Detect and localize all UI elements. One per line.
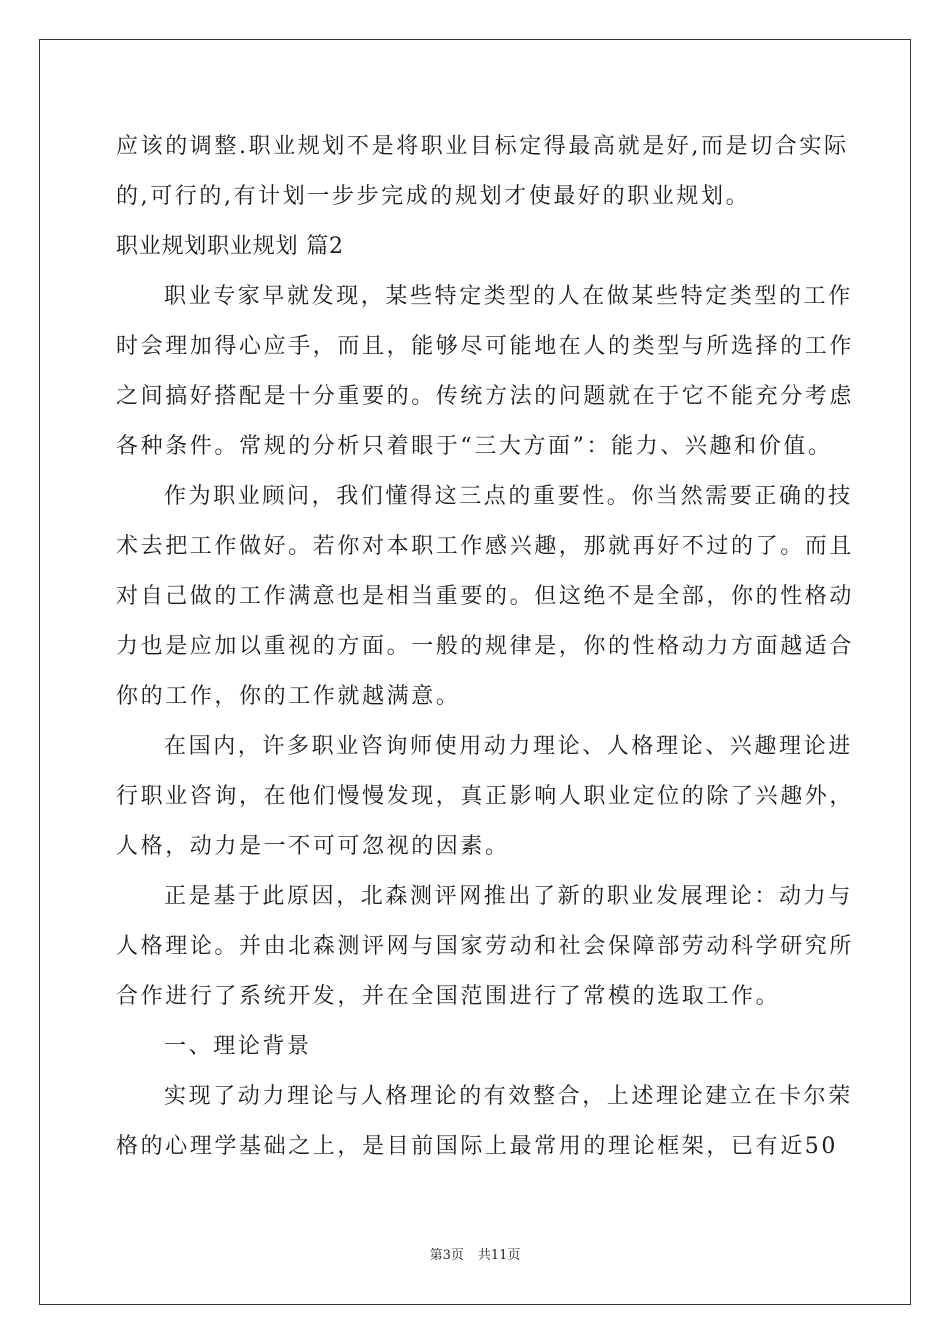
- text-line: 术去把工作做好。若你对本职工作感兴趣，那就再好不过的了。而且: [116, 534, 855, 559]
- text-line: 应该的调整.职业规划不是将职业目标定得最高就是好,而是切合实际: [116, 134, 849, 159]
- page-number: 第3页: [429, 1248, 464, 1263]
- text-line: 合作进行了系统开发，并在全国范围进行了常模的选取工作。: [116, 984, 781, 1009]
- text-line: 之间搞好搭配是十分重要的。传统方法的问题就在于它不能充分考虑: [116, 384, 855, 409]
- text-line: 你的工作，你的工作就越满意。: [116, 684, 461, 709]
- text-line: 人格理论。并由北森测评网与国家劳动和社会保障部劳动科学研究所: [116, 934, 855, 959]
- text-line: 作为职业顾问，我们懂得这三点的重要性。你当然需要正确的技: [164, 484, 853, 509]
- text-line: 对自己做的工作满意也是相当重要的。但这绝不是全部，你的性格动: [116, 584, 855, 609]
- text-line: 正是基于此原因，北森测评网推出了新的职业发展理论：动力与: [164, 884, 853, 909]
- text-line: 人格，动力是一不可可忽视的因素。: [116, 834, 510, 859]
- document-body: [116, 122, 855, 1172]
- text-line: 职业专家早就发现，某些特定类型的人在做某些特定类型的工作: [164, 284, 853, 309]
- text-line: 力也是应加以重视的方面。一般的规律是，你的性格动力方面越适合: [116, 634, 855, 659]
- page-footer: [0, 1244, 950, 1263]
- text-line: 的,可行的,有计划一步步完成的规划才使最好的职业规划。: [116, 184, 751, 209]
- text-line: 在国内，许多职业咨询师使用动力理论、人格理论、兴趣理论进: [164, 734, 853, 759]
- page-total: 共11页: [477, 1248, 521, 1263]
- text-line: 各种条件。常规的分析只着眼于“三大方面”：能力、兴趣和价值。: [116, 434, 833, 459]
- section-heading: 职业规划职业规划 篇2: [116, 234, 344, 259]
- text-line: 实现了动力理论与人格理论的有效整合，上述理论建立在卡尔荣: [164, 1084, 853, 1109]
- text-line: 时会理加得心应手，而且，能够尽可能地在人的类型与所选择的工作: [116, 334, 855, 359]
- subheading: 一、理论背景: [164, 1034, 312, 1059]
- text-line: 格的心理学基础之上，是目前国际上最常用的理论框架，已有近50: [116, 1134, 838, 1159]
- text-line: 行职业咨询，在他们慢慢发现，真正影响人职业定位的除了兴趣外，: [116, 784, 855, 809]
